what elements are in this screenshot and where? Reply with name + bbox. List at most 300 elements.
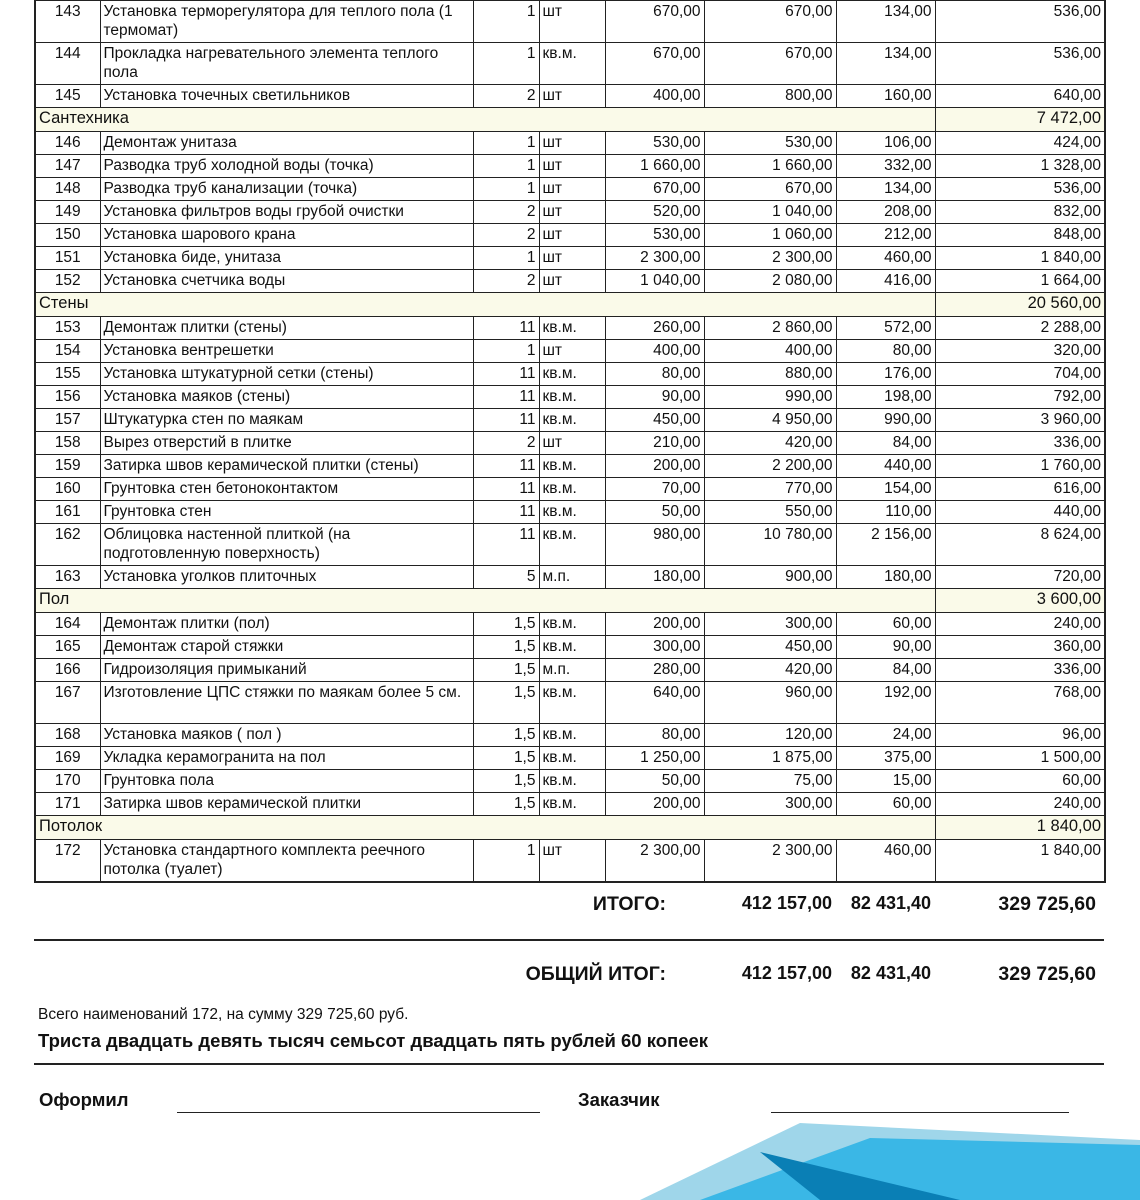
customer-label: Заказчик: [578, 1089, 660, 1110]
row-unit: м.п.: [539, 566, 605, 589]
row-unit: кв.м.: [539, 478, 605, 501]
row-total: 440,00: [935, 501, 1105, 524]
row-description: Облицовка настенной плиткой (на подготовленную поверхность): [100, 524, 473, 566]
row-price: 530,00: [605, 132, 704, 155]
row-unit: шт: [539, 85, 605, 108]
row-description: Установка вентрешетки: [100, 340, 473, 363]
row-unit: кв.м.: [539, 455, 605, 478]
table-row: [35, 793, 1105, 816]
row-discount: 110,00: [836, 501, 935, 524]
row-quantity: 11: [473, 386, 539, 409]
table-row: [35, 478, 1105, 501]
row-description: Изготовление ЦПС стяжки по маякам более 5 см.: [100, 682, 473, 724]
amount-in-words: Триста двадцать девять тысяч семьсот двадцать пять рублей 60 копеек: [38, 1030, 709, 1051]
row-unit: кв.м.: [539, 524, 605, 566]
row-number: 156: [35, 386, 100, 409]
row-price: 180,00: [605, 566, 704, 589]
row-price: 1 660,00: [605, 155, 704, 178]
row-discount: 106,00: [836, 132, 935, 155]
row-total: 240,00: [935, 613, 1105, 636]
row-quantity: 5: [473, 566, 539, 589]
row-discount: 134,00: [836, 178, 935, 201]
row-description: Прокладка нагревательного элемента теплого пола: [100, 43, 473, 85]
row-description: Установка терморегулятора для теплого пола (1 термомат): [100, 1, 473, 43]
row-number: 147: [35, 155, 100, 178]
row-number: 155: [35, 363, 100, 386]
row-number: 167: [35, 682, 100, 724]
grand-total-discount: 82 431,40: [850, 963, 931, 983]
row-total: 336,00: [935, 659, 1105, 682]
row-quantity: 1: [473, 178, 539, 201]
row-total: 720,00: [935, 566, 1105, 589]
table-row: [35, 155, 1105, 178]
row-discount: 24,00: [836, 724, 935, 747]
row-sum: 420,00: [704, 432, 836, 455]
table-row: [35, 455, 1105, 478]
row-unit: шт: [539, 132, 605, 155]
row-total: 640,00: [935, 85, 1105, 108]
row-sum: 530,00: [704, 132, 836, 155]
row-number: 165: [35, 636, 100, 659]
table-row: [35, 1, 1105, 43]
row-unit: шт: [539, 840, 605, 883]
row-price: 640,00: [605, 682, 704, 724]
prepared-by-label: Оформил: [39, 1089, 129, 1110]
row-price: 400,00: [605, 340, 704, 363]
row-quantity: 2: [473, 201, 539, 224]
row-sum: 670,00: [704, 1, 836, 43]
row-quantity: 2: [473, 224, 539, 247]
row-price: 50,00: [605, 770, 704, 793]
row-description: Затирка швов керамической плитки: [100, 793, 473, 816]
row-price: 520,00: [605, 201, 704, 224]
row-price: 400,00: [605, 85, 704, 108]
row-quantity: 1: [473, 340, 539, 363]
row-price: 2 300,00: [605, 247, 704, 270]
row-discount: 134,00: [836, 43, 935, 85]
row-sum: 2 300,00: [704, 247, 836, 270]
row-unit: шт: [539, 155, 605, 178]
row-price: 530,00: [605, 224, 704, 247]
row-quantity: 11: [473, 524, 539, 566]
table-row: [35, 566, 1105, 589]
row-discount: 60,00: [836, 613, 935, 636]
table-row: [35, 724, 1105, 747]
row-description: Гидроизоляция примыканий: [100, 659, 473, 682]
row-unit: шт: [539, 340, 605, 363]
section-header-row: [35, 293, 1105, 317]
row-number: 149: [35, 201, 100, 224]
row-price: 210,00: [605, 432, 704, 455]
row-discount: 375,00: [836, 747, 935, 770]
row-quantity: 1: [473, 132, 539, 155]
row-total: 704,00: [935, 363, 1105, 386]
table-row: [35, 409, 1105, 432]
row-sum: 420,00: [704, 659, 836, 682]
row-price: 1 250,00: [605, 747, 704, 770]
section-name: Пол: [35, 589, 935, 613]
row-unit: м.п.: [539, 659, 605, 682]
row-discount: 84,00: [836, 432, 935, 455]
row-number: 150: [35, 224, 100, 247]
row-sum: 550,00: [704, 501, 836, 524]
itogo-label: ИТОГО:: [592, 893, 666, 915]
itogo-total: 329 725,60: [998, 893, 1096, 915]
row-unit: кв.м.: [539, 747, 605, 770]
row-total: 1 840,00: [935, 247, 1105, 270]
row-number: 152: [35, 270, 100, 293]
decor-mid-shape: [700, 1138, 1140, 1200]
grand-total-total: 329 725,60: [998, 963, 1096, 985]
row-price: 80,00: [605, 724, 704, 747]
row-sum: 300,00: [704, 793, 836, 816]
table-row: [35, 340, 1105, 363]
row-quantity: 1,5: [473, 793, 539, 816]
row-quantity: 1,5: [473, 747, 539, 770]
row-quantity: 2: [473, 432, 539, 455]
row-total: 792,00: [935, 386, 1105, 409]
row-total: 8 624,00: [935, 524, 1105, 566]
row-description: Демонтаж плитки (пол): [100, 613, 473, 636]
row-price: 280,00: [605, 659, 704, 682]
row-price: 300,00: [605, 636, 704, 659]
row-sum: 800,00: [704, 85, 836, 108]
row-unit: шт: [539, 178, 605, 201]
row-unit: кв.м.: [539, 43, 605, 85]
row-discount: 460,00: [836, 247, 935, 270]
row-number: 151: [35, 247, 100, 270]
row-unit: кв.м.: [539, 682, 605, 724]
row-description: Установка точечных светильников: [100, 85, 473, 108]
row-total: 1 760,00: [935, 455, 1105, 478]
row-quantity: 1,5: [473, 613, 539, 636]
row-description: Установка уголков плиточных: [100, 566, 473, 589]
grand-total-label: ОБЩИЙ ИТОГ:: [525, 963, 666, 985]
table-row: [35, 840, 1105, 883]
row-sum: 4 950,00: [704, 409, 836, 432]
row-discount: 572,00: [836, 317, 935, 340]
row-discount: 460,00: [836, 840, 935, 883]
grand-total-sum: 412 157,00: [741, 963, 832, 983]
row-discount: 208,00: [836, 201, 935, 224]
row-number: 146: [35, 132, 100, 155]
row-description: Демонтаж старой стяжки: [100, 636, 473, 659]
row-total: 536,00: [935, 178, 1105, 201]
row-total: 3 960,00: [935, 409, 1105, 432]
row-discount: 198,00: [836, 386, 935, 409]
section-name: Потолок: [35, 816, 935, 840]
row-description: Установка штукатурной сетки (стены): [100, 363, 473, 386]
row-quantity: 11: [473, 317, 539, 340]
row-discount: 60,00: [836, 793, 935, 816]
row-sum: 1 875,00: [704, 747, 836, 770]
row-quantity: 1: [473, 43, 539, 85]
row-sum: 120,00: [704, 724, 836, 747]
row-price: 80,00: [605, 363, 704, 386]
row-total: 848,00: [935, 224, 1105, 247]
row-unit: кв.м.: [539, 386, 605, 409]
row-discount: 212,00: [836, 224, 935, 247]
row-quantity: 11: [473, 501, 539, 524]
row-number: 144: [35, 43, 100, 85]
row-total: 336,00: [935, 432, 1105, 455]
table-row: [35, 201, 1105, 224]
row-number: 170: [35, 770, 100, 793]
row-price: 50,00: [605, 501, 704, 524]
row-sum: 990,00: [704, 386, 836, 409]
table-row: [35, 247, 1105, 270]
row-total: 96,00: [935, 724, 1105, 747]
table-row: [35, 524, 1105, 566]
row-unit: кв.м.: [539, 501, 605, 524]
table-row: [35, 270, 1105, 293]
row-quantity: 1,5: [473, 770, 539, 793]
row-sum: 960,00: [704, 682, 836, 724]
row-price: 200,00: [605, 613, 704, 636]
row-quantity: 1,5: [473, 682, 539, 724]
decor-light-shape: [640, 1123, 1140, 1200]
row-discount: 990,00: [836, 409, 935, 432]
row-number: 160: [35, 478, 100, 501]
row-discount: 84,00: [836, 659, 935, 682]
row-sum: 2 860,00: [704, 317, 836, 340]
row-discount: 192,00: [836, 682, 935, 724]
table-row: [35, 132, 1105, 155]
row-unit: кв.м.: [539, 636, 605, 659]
table-row: [35, 636, 1105, 659]
row-number: 164: [35, 613, 100, 636]
row-quantity: 1: [473, 1, 539, 43]
row-description: Вырез отверстий в плитке: [100, 432, 473, 455]
table-row: [35, 432, 1105, 455]
row-quantity: 1: [473, 247, 539, 270]
row-description: Установка шарового крана: [100, 224, 473, 247]
section-header-row: [35, 589, 1105, 613]
divider-line: [34, 1063, 1104, 1065]
row-number: 162: [35, 524, 100, 566]
row-description: Грунтовка стен бетоноконтактом: [100, 478, 473, 501]
row-price: 670,00: [605, 43, 704, 85]
row-discount: 160,00: [836, 85, 935, 108]
row-sum: 75,00: [704, 770, 836, 793]
row-total: 1 500,00: [935, 747, 1105, 770]
row-total: 60,00: [935, 770, 1105, 793]
row-description: Разводка труб холодной воды (точка): [100, 155, 473, 178]
row-price: 2 300,00: [605, 840, 704, 883]
row-number: 159: [35, 455, 100, 478]
row-description: Установка маяков ( пол ): [100, 724, 473, 747]
row-sum: 400,00: [704, 340, 836, 363]
table-row: [35, 659, 1105, 682]
row-discount: 416,00: [836, 270, 935, 293]
row-number: 153: [35, 317, 100, 340]
row-sum: 450,00: [704, 636, 836, 659]
table-row: [35, 682, 1105, 724]
row-sum: 1 660,00: [704, 155, 836, 178]
row-unit: кв.м.: [539, 793, 605, 816]
row-total: 1 328,00: [935, 155, 1105, 178]
row-quantity: 2: [473, 270, 539, 293]
section-total: 7 472,00: [935, 108, 1105, 132]
row-sum: 670,00: [704, 178, 836, 201]
row-number: 143: [35, 1, 100, 43]
row-total: 1 664,00: [935, 270, 1105, 293]
row-sum: 2 080,00: [704, 270, 836, 293]
row-quantity: 11: [473, 409, 539, 432]
row-discount: 332,00: [836, 155, 935, 178]
section-header-row: [35, 816, 1105, 840]
items-count-summary: Всего наименований 172, на сумму 329 725,60 руб.: [38, 1006, 409, 1023]
row-description: Штукатурка стен по маякам: [100, 409, 473, 432]
row-total: 616,00: [935, 478, 1105, 501]
row-number: 161: [35, 501, 100, 524]
table-row: [35, 178, 1105, 201]
row-description: Установка маяков (стены): [100, 386, 473, 409]
row-description: Установка биде, унитаза: [100, 247, 473, 270]
row-discount: 90,00: [836, 636, 935, 659]
decor-dark-shape: [760, 1152, 960, 1200]
table-row: [35, 224, 1105, 247]
customer-signature-line: [771, 1112, 1069, 1113]
grand-total-row: [34, 963, 1104, 993]
table-row: [35, 43, 1105, 85]
row-number: 145: [35, 85, 100, 108]
row-total: 360,00: [935, 636, 1105, 659]
table-row: [35, 770, 1105, 793]
row-description: Установка фильтров воды грубой очистки: [100, 201, 473, 224]
row-quantity: 11: [473, 363, 539, 386]
row-unit: шт: [539, 432, 605, 455]
row-quantity: 11: [473, 455, 539, 478]
row-total: 424,00: [935, 132, 1105, 155]
row-sum: 770,00: [704, 478, 836, 501]
table-row: [35, 386, 1105, 409]
row-number: 148: [35, 178, 100, 201]
row-unit: шт: [539, 270, 605, 293]
row-price: 670,00: [605, 1, 704, 43]
row-total: 768,00: [935, 682, 1105, 724]
row-number: 172: [35, 840, 100, 883]
row-description: Укладка керамогранита на пол: [100, 747, 473, 770]
row-sum: 670,00: [704, 43, 836, 85]
table-row: [35, 85, 1105, 108]
row-price: 70,00: [605, 478, 704, 501]
row-price: 200,00: [605, 793, 704, 816]
row-total: 2 288,00: [935, 317, 1105, 340]
row-number: 171: [35, 793, 100, 816]
prepared-by-signature-line: [177, 1112, 540, 1113]
row-unit: кв.м.: [539, 363, 605, 386]
row-price: 90,00: [605, 386, 704, 409]
row-description: Грунтовка пола: [100, 770, 473, 793]
section-header-row: [35, 108, 1105, 132]
row-description: Демонтаж унитаза: [100, 132, 473, 155]
estimate-table: [34, 0, 1106, 883]
row-sum: 1 040,00: [704, 201, 836, 224]
table-row: [35, 613, 1105, 636]
table-row: [35, 501, 1105, 524]
row-price: 260,00: [605, 317, 704, 340]
row-quantity: 1,5: [473, 724, 539, 747]
row-price: 1 040,00: [605, 270, 704, 293]
row-total: 240,00: [935, 793, 1105, 816]
table-row: [35, 317, 1105, 340]
row-price: 670,00: [605, 178, 704, 201]
row-discount: 80,00: [836, 340, 935, 363]
table-row: [35, 363, 1105, 386]
row-unit: шт: [539, 247, 605, 270]
row-sum: 10 780,00: [704, 524, 836, 566]
row-discount: 15,00: [836, 770, 935, 793]
row-sum: 300,00: [704, 613, 836, 636]
row-number: 154: [35, 340, 100, 363]
row-quantity: 11: [473, 478, 539, 501]
row-unit: кв.м.: [539, 724, 605, 747]
section-name: Стены: [35, 293, 935, 317]
itogo-sum: 412 157,00: [741, 893, 832, 913]
row-unit: шт: [539, 1, 605, 43]
row-unit: кв.м.: [539, 613, 605, 636]
row-quantity: 1,5: [473, 636, 539, 659]
row-unit: кв.м.: [539, 409, 605, 432]
divider-line: [34, 939, 1104, 941]
row-discount: 440,00: [836, 455, 935, 478]
row-price: 200,00: [605, 455, 704, 478]
row-sum: 2 300,00: [704, 840, 836, 883]
row-description: Затирка швов керамической плитки (стены): [100, 455, 473, 478]
row-description: Разводка труб канализации (точка): [100, 178, 473, 201]
row-total: 536,00: [935, 43, 1105, 85]
row-total: 320,00: [935, 340, 1105, 363]
row-sum: 1 060,00: [704, 224, 836, 247]
row-unit: кв.м.: [539, 317, 605, 340]
row-unit: шт: [539, 224, 605, 247]
row-number: 163: [35, 566, 100, 589]
row-description: Установка стандартного комплекта реечного потолка (туалет): [100, 840, 473, 883]
row-discount: 180,00: [836, 566, 935, 589]
row-number: 166: [35, 659, 100, 682]
section-total: 3 600,00: [935, 589, 1105, 613]
row-total: 536,00: [935, 1, 1105, 43]
row-discount: 134,00: [836, 1, 935, 43]
row-sum: 2 200,00: [704, 455, 836, 478]
row-discount: 2 156,00: [836, 524, 935, 566]
row-sum: 880,00: [704, 363, 836, 386]
row-price: 980,00: [605, 524, 704, 566]
section-total: 20 560,00: [935, 293, 1105, 317]
itogo-discount: 82 431,40: [850, 893, 931, 913]
row-number: 168: [35, 724, 100, 747]
row-quantity: 1: [473, 840, 539, 883]
row-description: Установка счетчика воды: [100, 270, 473, 293]
itogo-row: [34, 893, 1104, 923]
section-total: 1 840,00: [935, 816, 1105, 840]
row-unit: шт: [539, 201, 605, 224]
row-number: 158: [35, 432, 100, 455]
section-name: Сантехника: [35, 108, 935, 132]
row-description: Грунтовка стен: [100, 501, 473, 524]
row-quantity: 1: [473, 155, 539, 178]
row-quantity: 2: [473, 85, 539, 108]
row-discount: 154,00: [836, 478, 935, 501]
row-discount: 176,00: [836, 363, 935, 386]
row-number: 157: [35, 409, 100, 432]
row-number: 169: [35, 747, 100, 770]
row-total: 1 840,00: [935, 840, 1105, 883]
table-row: [35, 747, 1105, 770]
row-sum: 900,00: [704, 566, 836, 589]
row-price: 450,00: [605, 409, 704, 432]
